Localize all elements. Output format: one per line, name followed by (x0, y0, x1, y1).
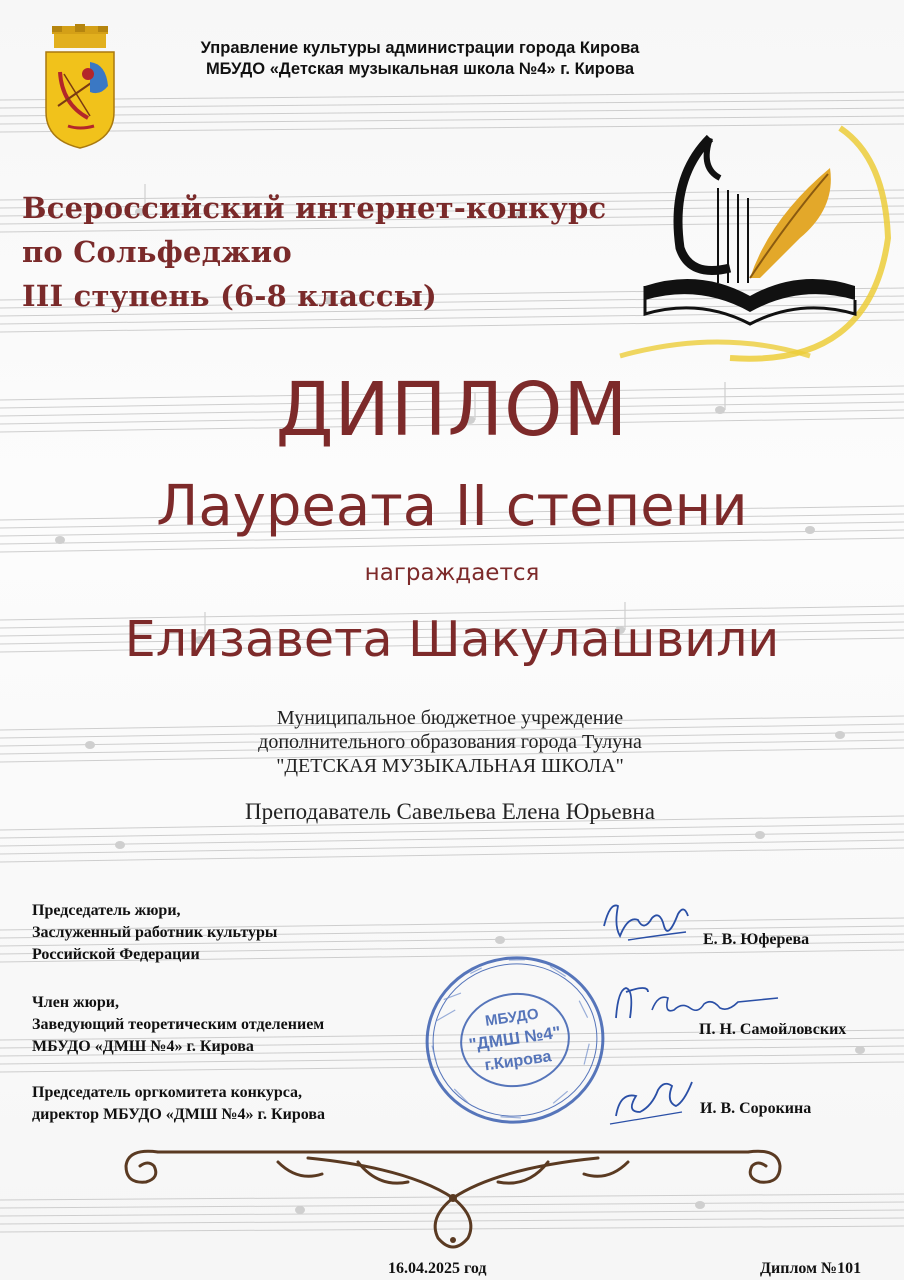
jury-member-line-3: МБУДО «ДМШ №4» г. Кирова (32, 1038, 254, 1055)
jury-chair-line-3: Российской Федерации (32, 946, 200, 963)
orgcommittee-chair-title (32, 1082, 432, 1126)
diploma-number: Диплом №101 (760, 1260, 862, 1277)
organizer-header (150, 38, 690, 80)
signature-1 (598, 896, 694, 948)
jury-member-name: П. Н. Самойловских (699, 1021, 847, 1038)
awarded-label: награждается (364, 560, 540, 586)
contest-line-2: по Сольфеджио (22, 235, 292, 269)
stamp-line-3: г.Кирова (483, 1048, 553, 1075)
issue-date: 16.04.2025 год (388, 1260, 487, 1277)
orgcommittee-line-1: Председатель оргкомитета конкурса, (32, 1084, 303, 1101)
teacher-name: Преподаватель Савельева Елена Юрьевна (245, 799, 655, 824)
jury-chair-line-2: Заслуженный работник культуры (32, 924, 278, 941)
jury-member-line-1: Член жюри, (32, 994, 119, 1011)
school-line-1: Муниципальное бюджетное учреждение (276, 707, 624, 729)
jury-member-line-2: Заведующий теоретическим отделением (32, 1016, 325, 1033)
jury-chair-line-1: Председатель жюри, (32, 902, 181, 919)
jury-chair-name: Е. В. Юферева (703, 931, 810, 948)
jury-chair-title (32, 900, 432, 966)
signature-3 (606, 1072, 696, 1132)
school-details (150, 706, 750, 778)
winner-name: Елизавета Шакулашвили (124, 611, 780, 668)
school-line-2: дополнительного образования города Тулуна (258, 731, 642, 753)
orgcommittee-chair-name: И. В. Сорокина (700, 1100, 812, 1117)
school-line-3: "ДЕТСКАЯ МУЗЫКАЛЬНАЯ ШКОЛА" (276, 755, 624, 777)
contest-title (22, 186, 662, 318)
contest-line-3: III ступень (6-8 классы) (22, 279, 437, 313)
school-stamp (420, 950, 610, 1130)
diploma-degree: Лауреата II степени (156, 474, 748, 539)
header-line-1: Управление культуры администрации города Кирова (200, 39, 640, 57)
stamp-line-1: МБУДО (484, 1005, 540, 1030)
ornament-divider (108, 1138, 798, 1258)
header-line-2: МБУДО «Детская музыкальная школа №4» г. Кирова (205, 60, 635, 78)
stamp-line-2: "ДМШ №4" (467, 1022, 562, 1055)
orgcommittee-line-2: директор МБУДО «ДМШ №4» г. Кирова (32, 1106, 325, 1123)
jury-member-title (32, 992, 432, 1058)
kirov-coat-of-arms-icon (38, 22, 122, 152)
diploma-title: ДИПЛОМ (275, 367, 629, 453)
contest-line-1: Всероссийский интернет-конкурс (22, 191, 607, 225)
